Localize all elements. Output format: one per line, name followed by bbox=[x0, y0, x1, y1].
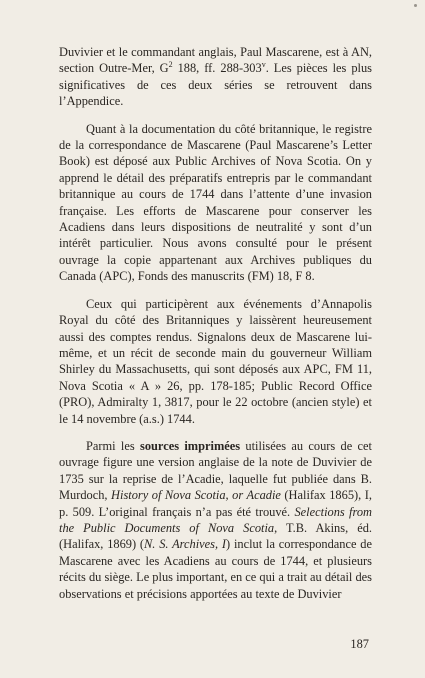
paragraph-annapolis-accounts: Ceux qui participèrent aux événements d’Annapolis Royal du côté des Britanniques y laissèrent heureusement aussi des comptes rendus. Signalons deux de Mascarene lui-même, et un récit de seconde main du gouverneur William Shirley du Massachusetts, qui sont déposés aux APC, FM 11, Nova Scotia « A » 26, pp. 178-185; Public Record Office (PRO), Admiralty 1, 3817, pour le 22 octobre (ancien style) et le 14 novembre (a.s.) 1744. bbox=[59, 296, 372, 426]
text-run: 188, ff. 288-303 bbox=[172, 61, 262, 76]
text-run: (Halifax 1865), I, p. 509. L’original français n’a pas été trouvé. bbox=[59, 488, 372, 519]
bold-term: sources imprimées bbox=[140, 438, 241, 453]
text-run: Parmi les bbox=[86, 438, 141, 453]
paragraph-printed-sources bbox=[59, 438, 372, 602]
abbreviated-title: N. S. Archives, I bbox=[144, 537, 227, 552]
book-title: History of Nova Scotia, or Acadie bbox=[111, 488, 281, 503]
paragraph-british-documentation: Quant à la documentation du côté britannique, le registre de la correspondance de Mascarene (Paul Mascarene’s Letter Book) est déposé aux Public Archives of Nova Scotia. On y apprend le détail des préparatifs entrepris par le commandant britannique au cours de 1744 dans l’attente d’une invasion française. Les efforts de Mascarene pour conserver les Acadiens dans leurs dispositions de neutralité y sont d’un intérêt particulier. Nous avons consulté pour le présent ouvrage la copie appartenant aux Archives publiques du Canada (APC), Fonds des manuscrits (FM) 18, F 8. bbox=[59, 121, 372, 284]
body-text bbox=[59, 44, 372, 602]
paragraph-archives-outre-mer bbox=[59, 44, 372, 110]
text-run: utilisées au cours de cet ouvrage figure une version anglaise de la note de Duvivier de 1735 sur la reprise de l’Acadie, laquelle fut publiée dans B. Murdoch, bbox=[59, 438, 372, 503]
superscript: 2 bbox=[168, 60, 173, 70]
scan-speck bbox=[414, 4, 417, 7]
text-run: , T.B. Akins, éd. (Halifax, 1869) ( bbox=[59, 520, 372, 552]
text-run: . Les pièces les plus significatives de ces deux séries se retrouvent dans l’Appendice. bbox=[59, 61, 372, 109]
book-title: Selections from the Public Documents of Nova Scotia bbox=[59, 504, 372, 535]
text-run: ) inclut la correspondance de Mascarene avec les Acadiens au cours de 1744, et plusieurs récits du siège. Le plus important, en ce qui a trait au détail des observations et précisions apportées au texte de Duvivier bbox=[59, 537, 373, 601]
superscript: v bbox=[261, 60, 266, 70]
text-run: Duvivier et le commandant anglais, Paul Mascarene, est à AN, section Outre-Mer, G bbox=[59, 45, 372, 76]
page-number: 187 bbox=[350, 637, 369, 651]
